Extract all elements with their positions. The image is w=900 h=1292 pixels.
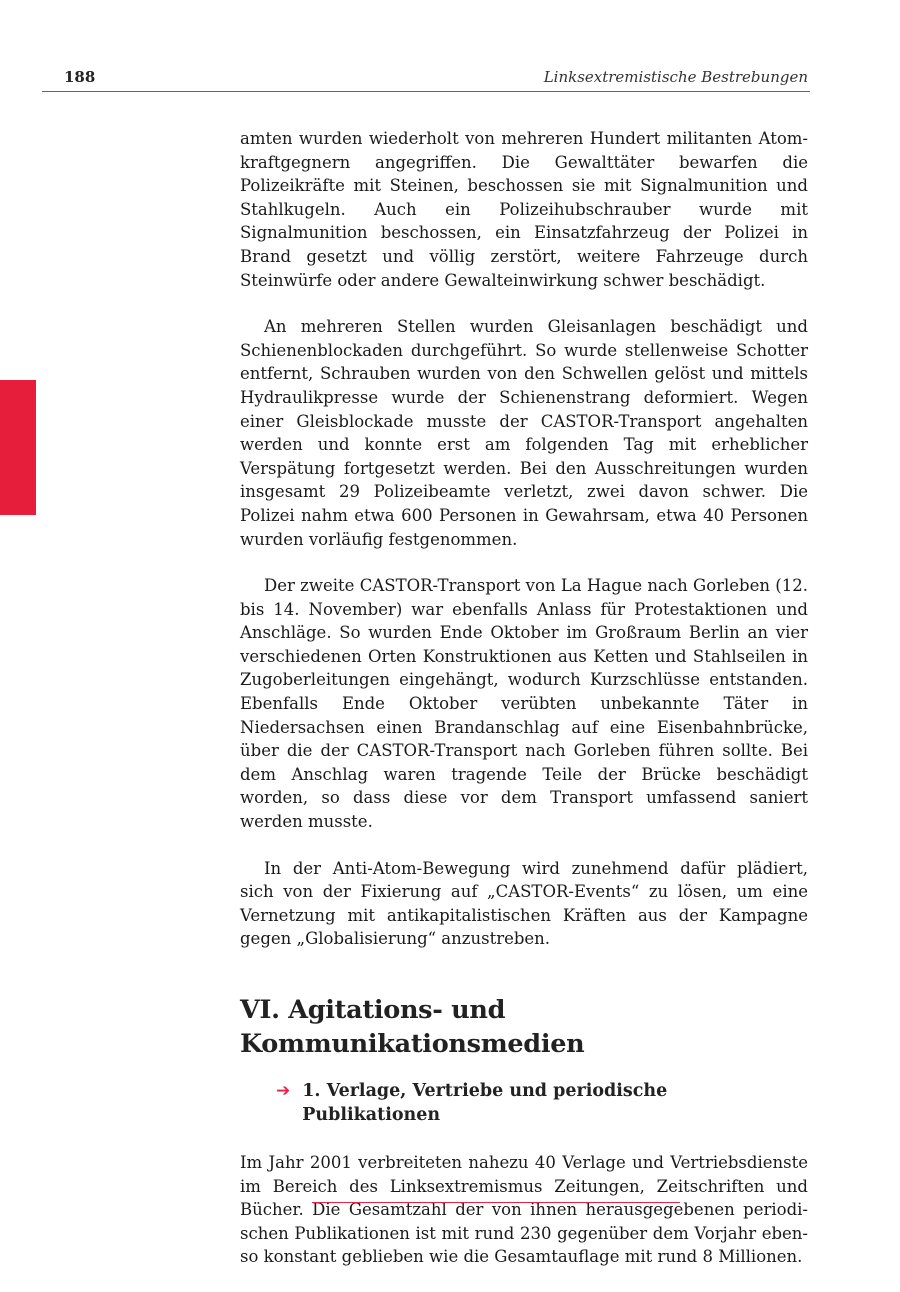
arrow-right-icon: ➔ [276, 1081, 291, 1101]
paragraph: In der Anti-Atom-Bewegung wird zunehmend dafür plädiert, sich von der Fixierung auf „CASTOR-Events“ zu lösen, um eine Vernetzung mit antikapitalistischen Kräften aus der Kampagne gegen „Globalisierung“ anzustreben. [240, 858, 808, 949]
sub-heading [276, 1079, 808, 1127]
paragraph: Im Jahr 2001 verbreiteten nahezu 40 Verlage und Vertriebsdienste im Bereich des Linksextremismus Zeitungen, Zeitschriften und Bücher. Die Gesamtzahl der von ihnen herausgegebenen periodischen Publikationen ist mit rund 230 gegenüber dem Vorjahr ebenso konstant geblieben wie die Gesamtauflage mit rund 8 Millionen. [240, 1153, 808, 1267]
chapter-side-marker [0, 380, 36, 515]
footer-rule [312, 1202, 680, 1203]
paragraph: An mehreren Stellen wurden Gleisanlagen beschädigt und Schienenblockaden durchgeführt. So wurde stellenweise Schotter entfernt, Schrauben wurden von den Schwellen gelöst und mittels Hydraulikpresse wurde der Schienenstrang deformiert. Wegen einer Gleisblockade musste der CASTOR-Transport angehalten werden und konnte erst am folgenden Tag mit erheblicher Verspätung fortgesetzt werden. Bei den Ausschreitungen wurden insgesamt 29 Polizeibeamte verletzt, zwei davon schwer. Die Polizei nahm etwa 600 Personen in Gewahrsam, etwa 40 Personen wurden vorläufig festgenommen. [240, 317, 808, 549]
sub-heading-label: 1. Verlage, Vertriebe und periodische Publikationen [302, 1081, 668, 1125]
main-text [240, 127, 808, 1292]
page-number: 188 [64, 68, 96, 86]
paragraph: Der zweite CASTOR-Transport von La Hague nach Gorleben (12. bis 14. November) war ebenfalls Anlass für Protestaktionen und Anschläge. So wurden Ende Oktober im Großraum Berlin an vier verschiedenen Orten Konstruktionen aus Ketten und Stahlseilen in Zugoberleitungen eingehängt, wodurch Kurzschlüsse entstanden. Ebenfalls Ende Oktober verübten unbekannte Täter in Niedersachsen einen Brandanschlag auf eine Eisenbahnbrücke, über die der CASTOR-Transport nach Gorleben führen sollte. Bei dem Anschlag waren tragende Teile der Brücke beschädigt worden, so dass diese vor dem Transport umfassend saniert werden musste. [240, 576, 808, 832]
section-heading: VI. Agitations- und Kommunikationsmedien [240, 995, 585, 1059]
header-rule [42, 91, 810, 92]
paragraph-continuation: amten wurden wiederholt von mehreren Hundert militanten Atomkraftgegnern angegriffen. Die Gewalttäter bewarfen die Polizeikräfte mit Steinen, beschossen sie mit Signalmunition und Stahlkugeln. Auch ein Polizeihubschrauber wurde mit Signalmunition beschossen, ein Einsatzfahrzeug der Polizei in Brand gesetzt und völlig zerstört, weitere Fahrzeuge durch Steinwürfe oder andere Gewalteinwirkung schwer beschädigt. [240, 129, 808, 290]
running-head: Linksextremistische Bestrebungen [543, 68, 808, 86]
